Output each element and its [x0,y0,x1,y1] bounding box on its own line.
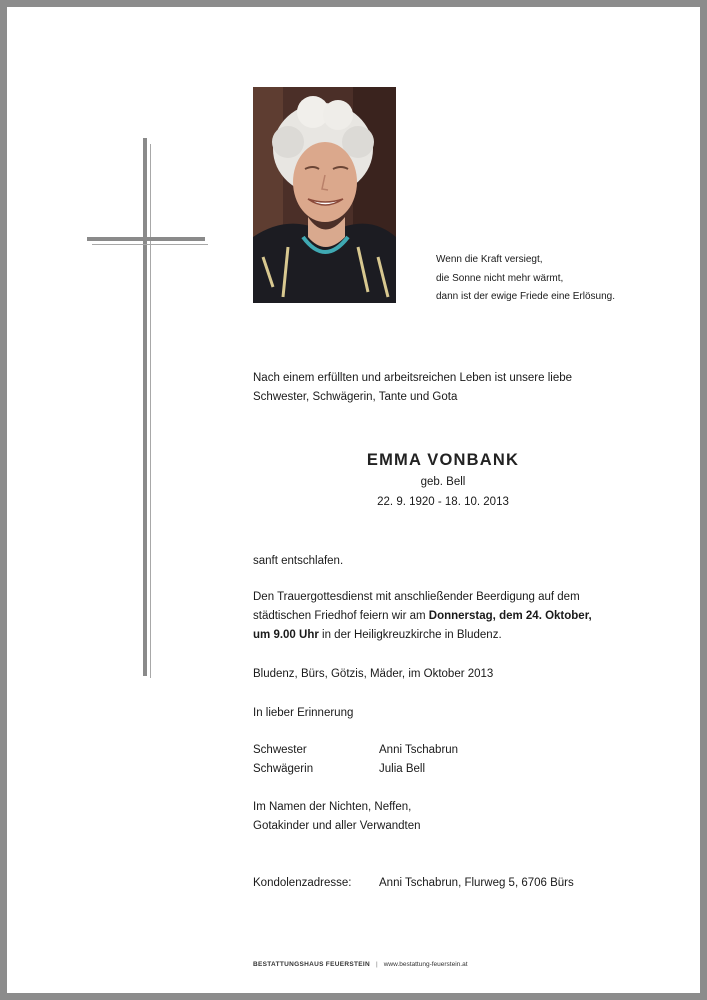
passed-text: sanft entschlafen. [253,555,344,567]
condolence-address: Kondolenzadresse: Anni Tschabrun, Flurweg 5, 6706 Bürs [253,877,574,889]
mourner-row: Schwägerin Julia Bell [253,763,426,775]
portrait-photo [253,87,396,303]
birth-name: geb. Bell [420,476,466,488]
mourners-list [253,741,458,779]
poem-line: dann ist der ewige Friede eine Erlösung. [436,291,615,302]
firm-url: www.bestattung-feuerstein.at [383,961,468,968]
intro-text: Nach einem erfüllten und arbeitsreichen Leben ist unsere liebe Schwester, Schwägerin, Tante und Gota [253,372,573,403]
memory-text: In lieber Erinnerung [253,707,354,719]
firm-name: BESTATTUNGSHAUS FEUERSTEIN [253,961,370,968]
place-date: Bludenz, Bürs, Götzis, Mäder, im Oktober 2013 [253,668,494,680]
poem-line: die Sonne nicht mehr wärmt, [436,272,564,284]
mourner-row: Schwester Anni Tschabrun [253,744,459,756]
footer: BESTATTUNGSHAUS FEUERSTEIN | www.bestattung-feuerstein.at [253,961,468,968]
deceased-name: EMMA VONBANK [366,451,520,469]
service-text: Den Trauergottesdienst mit anschließender Beerdigung auf dem städtischen Friedhof feiern wir am Donnerstag, dem 24. Oktober, um 9.00 Uhr in der Heiligkreuzkirche in Bludenz. [253,591,592,641]
poem [436,251,615,307]
family-text: Im Namen der Nichten, Neffen, Gotakinder und aller Verwandten [253,801,421,832]
poem-line: Wenn die Kraft versiegt, [436,254,543,265]
life-dates: 22. 9. 1920 - 18. 10. 2013 [377,496,509,508]
